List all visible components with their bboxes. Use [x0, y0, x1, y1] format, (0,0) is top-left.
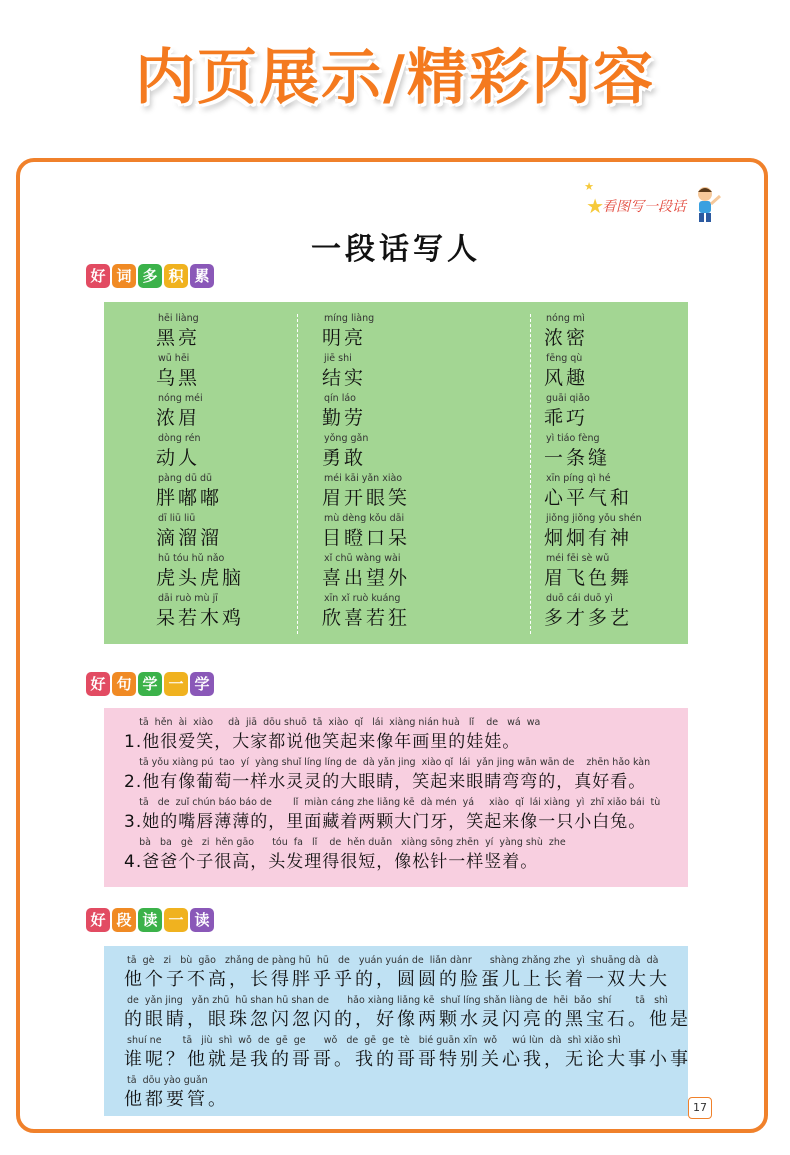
word-item — [322, 592, 410, 632]
column-divider — [530, 314, 531, 634]
word-hanzi: 黑亮 — [156, 327, 201, 349]
word-pinyin: nóng mì — [546, 313, 585, 324]
word-item — [156, 512, 244, 552]
word-item — [544, 512, 642, 552]
word-hanzi: 浓密 — [544, 327, 589, 349]
word-hanzi: 多才多艺 — [544, 607, 633, 629]
word-hanzi: 喜出望外 — [322, 567, 411, 589]
child-illustration-icon — [688, 184, 722, 224]
word-pinyin: hēi liàng — [158, 313, 199, 324]
sentence-pinyin: bà ba gè zi hěn gāo tóu fa lǐ de hěn duǎn xiàng sōng zhēn yí yàng shù zhe — [124, 837, 566, 848]
sentence-text: 2.他有像葡萄一样水灵灵的大眼睛，笑起来眼睛弯弯的，真好看。 — [124, 772, 647, 792]
word-pinyin: wū hēi — [158, 353, 190, 364]
word-pinyin: xīn píng qì hé — [546, 473, 611, 484]
word-pinyin: jiǒng jiǒng yǒu shén — [546, 513, 642, 524]
paragraph-line-text: 他个子不高，长得胖乎乎的，圆圆的脸蛋儿上长着一双大大 — [124, 969, 670, 990]
word-item — [322, 312, 410, 352]
tag-char: 积 — [164, 264, 188, 288]
paragraph-panel — [104, 946, 691, 1116]
word-pinyin: duō cái duō yì — [546, 593, 613, 604]
section-title: 一段话写人 — [311, 232, 481, 267]
page-number: 17 — [688, 1097, 712, 1119]
paragraph-line-text: 他都要管。 — [124, 1089, 229, 1110]
word-item — [544, 312, 642, 352]
word-hanzi: 炯炯有神 — [544, 527, 633, 549]
word-item — [544, 552, 642, 592]
word-item — [322, 352, 410, 392]
word-hanzi: 目瞪口呆 — [322, 527, 411, 549]
tag-words — [86, 264, 214, 288]
sentence-pinyin: tā yǒu xiàng pú tao yí yàng shuǐ líng líng de dà yǎn jing xiào qǐ lái yǎn jing wān wān de zhēn hǎo kàn — [124, 757, 651, 768]
word-pinyin: méi kāi yǎn xiào — [324, 473, 403, 484]
sentence-text: 3.她的嘴唇薄薄的，里面藏着两颗大门牙，笑起来像一只小白兔。 — [124, 812, 647, 832]
word-pinyin: méi fēi sè wǔ — [546, 553, 610, 564]
tag-char: 一 — [164, 672, 188, 696]
tag-char: 读 — [190, 908, 214, 932]
word-item — [544, 352, 642, 392]
word-item — [156, 432, 244, 472]
word-pinyin: fēng qù — [546, 353, 583, 364]
word-item — [156, 312, 244, 352]
word-item — [544, 432, 642, 472]
word-item — [544, 592, 642, 632]
word-pinyin: nóng méi — [158, 393, 203, 404]
word-item — [156, 392, 244, 432]
star-icon: ★ — [586, 194, 604, 218]
sentence-panel — [104, 708, 688, 887]
sentence-pinyin: tā de zuǐ chún báo báo de lǐ miàn cáng zhe liǎng kē dà mén yá xiào qǐ lái xiàng yì zhī xiǎo bái tù — [124, 797, 661, 808]
word-pinyin: xǐ chū wàng wài — [324, 553, 401, 564]
tag-char: 学 — [138, 672, 162, 696]
word-item — [322, 392, 410, 432]
word-hanzi: 浓眉 — [156, 407, 201, 429]
word-hanzi: 结实 — [322, 367, 367, 389]
word-item — [156, 592, 244, 632]
paragraph-line-pinyin: tā gè zi bù gāo zhǎng de pàng hū hū de yuán yuán de liǎn dànr shàng zhǎng zhe yì shuāng dà dà — [124, 955, 659, 966]
sentence-pinyin: tā hěn ài xiào dà jiā dōu shuō tā xiào qǐ lái xiàng nián huà lǐ de wá wa — [124, 717, 541, 728]
sentence-text: 4.爸爸个子很高，头发理得很短，像松针一样竖着。 — [124, 852, 539, 872]
word-pinyin: qín láo — [324, 393, 356, 404]
paragraph-line-pinyin: tā dōu yào guǎn — [124, 1075, 208, 1086]
word-pinyin: míng liàng — [324, 313, 375, 324]
word-item — [156, 552, 244, 592]
column-divider — [297, 314, 298, 634]
tag-char: 好 — [86, 264, 110, 288]
tag-char: 学 — [190, 672, 214, 696]
paragraph-line-pinyin: de yǎn jing yǎn zhū hū shan hū shan de hǎo xiàng liǎng kē shuǐ líng shǎn liàng de hēi bǎo shí tā shì — [124, 995, 668, 1006]
word-pinyin: jiē shi — [324, 353, 352, 364]
word-pinyin: yì tiáo fèng — [546, 433, 600, 444]
small-star-icon: ★ — [584, 180, 594, 193]
word-panel — [104, 302, 688, 644]
word-pinyin: mù dèng kǒu dāi — [324, 513, 405, 524]
word-hanzi: 欣喜若狂 — [322, 607, 411, 629]
word-column — [156, 312, 244, 632]
word-item — [156, 352, 244, 392]
word-pinyin: hǔ tóu hǔ nǎo — [158, 553, 225, 564]
word-pinyin: dī liū liū — [158, 513, 196, 524]
word-hanzi: 滴溜溜 — [156, 527, 223, 549]
word-item — [322, 472, 410, 512]
word-pinyin: xīn xǐ ruò kuáng — [324, 593, 401, 604]
tag-char: 好 — [86, 908, 110, 932]
tag-char: 句 — [112, 672, 136, 696]
word-item — [322, 552, 410, 592]
word-hanzi: 乖巧 — [544, 407, 589, 429]
word-hanzi: 呆若木鸡 — [156, 607, 245, 629]
tag-char: 段 — [112, 908, 136, 932]
paragraph-line-pinyin: shuí ne tā jiù shì wǒ de gē ge wǒ de gē ge tè bié guān xīn wǒ wú lùn dà shì xiǎo shì — [124, 1035, 621, 1046]
tag-char: 一 — [164, 908, 188, 932]
word-hanzi: 胖嘟嘟 — [156, 487, 223, 509]
page-frame — [16, 158, 768, 1133]
word-hanzi: 乌黑 — [156, 367, 201, 389]
banner-title: 内页展示/精彩内容 — [135, 43, 655, 113]
paragraph-line-text: 的眼睛，眼珠忽闪忽闪的，好像两颗水灵闪亮的黑宝石。他是 — [124, 1009, 691, 1030]
tag-char: 词 — [112, 264, 136, 288]
tag-char: 多 — [138, 264, 162, 288]
word-pinyin: guāi qiǎo — [546, 393, 590, 404]
sentence-text: 1.他很爱笑，大家都说他笑起来像年画里的娃娃。 — [124, 732, 521, 752]
word-hanzi: 风趣 — [544, 367, 589, 389]
word-pinyin: dāi ruò mù jī — [158, 593, 218, 604]
word-hanzi: 勤劳 — [322, 407, 367, 429]
word-hanzi: 虎头虎脑 — [156, 567, 245, 589]
tag-char: 读 — [138, 908, 162, 932]
word-item — [156, 472, 244, 512]
word-hanzi: 动人 — [156, 447, 201, 469]
word-item — [544, 472, 642, 512]
word-hanzi: 明亮 — [322, 327, 367, 349]
corner-tag: 看图写一段话 — [602, 199, 686, 215]
word-pinyin: pàng dū dū — [158, 473, 213, 484]
word-hanzi: 眉飞色舞 — [544, 567, 633, 589]
tag-char: 累 — [190, 264, 214, 288]
word-hanzi: 勇敢 — [322, 447, 367, 469]
tag-char: 好 — [86, 672, 110, 696]
tag-paragraph — [86, 908, 214, 932]
paragraph-line-text: 谁呢？他就是我的哥哥。我的哥哥特别关心我，无论大事小事 — [124, 1049, 691, 1070]
tag-sentences — [86, 672, 214, 696]
word-item — [322, 432, 410, 472]
word-hanzi: 一条缝 — [544, 447, 611, 469]
word-item — [544, 392, 642, 432]
word-hanzi: 眉开眼笑 — [322, 487, 411, 509]
word-pinyin: yǒng gǎn — [324, 433, 369, 444]
word-column — [322, 312, 410, 632]
word-pinyin: dòng rén — [158, 433, 201, 444]
word-hanzi: 心平气和 — [544, 487, 633, 509]
word-item — [322, 512, 410, 552]
word-column — [544, 312, 642, 632]
